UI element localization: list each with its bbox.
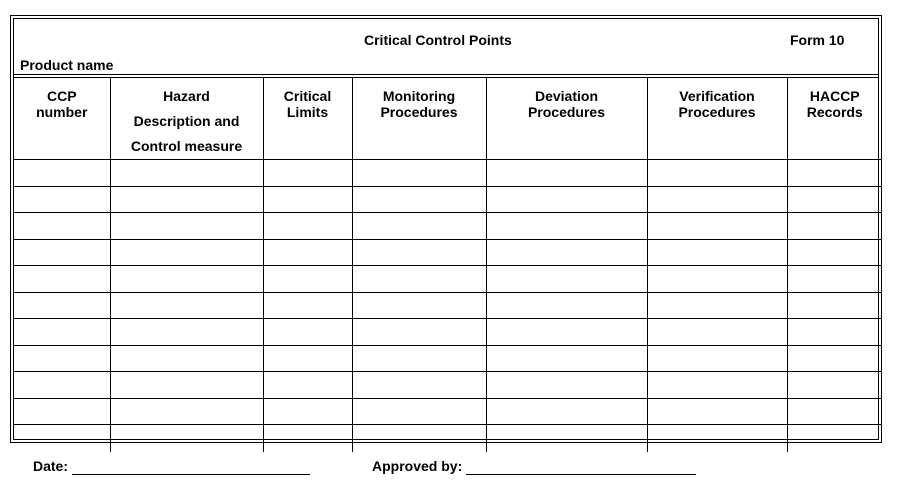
table-body (14, 160, 882, 453)
table-cell[interactable] (787, 160, 882, 187)
table-cell[interactable] (647, 372, 787, 399)
table-cell[interactable] (787, 213, 882, 240)
table-cell[interactable] (352, 425, 486, 453)
table-cell[interactable] (647, 346, 787, 372)
table-cell[interactable] (263, 346, 352, 372)
table-cell[interactable] (263, 266, 352, 293)
table-cell[interactable] (14, 425, 110, 453)
approved-by-input-line[interactable] (466, 458, 696, 475)
table-cell[interactable] (647, 240, 787, 266)
table-cell[interactable] (263, 160, 352, 187)
table-cell[interactable] (352, 266, 486, 293)
table-cell[interactable] (14, 240, 110, 266)
column-header-critical-limits: Critical Limits (263, 78, 352, 160)
form-header (14, 19, 878, 75)
table-cell[interactable] (14, 266, 110, 293)
table-cell[interactable] (110, 160, 263, 187)
table-cell[interactable] (647, 399, 787, 425)
table-cell[interactable] (263, 240, 352, 266)
table-cell[interactable] (486, 213, 647, 240)
table-cell[interactable] (787, 346, 882, 372)
table-cell[interactable] (352, 187, 486, 213)
table-cell[interactable] (110, 399, 263, 425)
table-cell[interactable] (352, 372, 486, 399)
table-cell[interactable] (647, 187, 787, 213)
table-cell[interactable] (263, 187, 352, 213)
table-row (14, 240, 882, 266)
table-cell[interactable] (787, 240, 882, 266)
table-row (14, 346, 882, 372)
approved-by-label: Approved by: (372, 458, 463, 474)
table-cell[interactable] (647, 425, 787, 453)
approved-by-field (372, 458, 696, 475)
table-cell[interactable] (110, 240, 263, 266)
table-cell[interactable] (352, 213, 486, 240)
table-cell[interactable] (110, 425, 263, 453)
table-cell[interactable] (647, 293, 787, 319)
table-row (14, 399, 882, 425)
table-cell[interactable] (486, 160, 647, 187)
table-cell[interactable] (14, 319, 110, 346)
table-cell[interactable] (486, 240, 647, 266)
form-title: Critical Control Points (364, 32, 512, 48)
table-row (14, 293, 882, 319)
table-cell[interactable] (263, 293, 352, 319)
table-cell[interactable] (486, 399, 647, 425)
table-cell[interactable] (263, 213, 352, 240)
table-cell[interactable] (486, 187, 647, 213)
column-header-deviation: Deviation Procedures (486, 78, 647, 160)
table-cell[interactable] (14, 372, 110, 399)
column-header-verification: Verification Procedures (647, 78, 787, 160)
form-number: Form 10 (790, 32, 845, 48)
table-cell[interactable] (110, 213, 263, 240)
table-cell[interactable] (486, 372, 647, 399)
table-cell[interactable] (110, 319, 263, 346)
table-cell[interactable] (787, 372, 882, 399)
table-cell[interactable] (110, 266, 263, 293)
table-cell[interactable] (14, 213, 110, 240)
table-cell[interactable] (647, 213, 787, 240)
table-cell[interactable] (486, 346, 647, 372)
table-cell[interactable] (110, 346, 263, 372)
table-cell[interactable] (647, 319, 787, 346)
table-cell[interactable] (647, 266, 787, 293)
ccp-table-wrapper (14, 77, 878, 439)
table-cell[interactable] (352, 160, 486, 187)
table-cell[interactable] (486, 293, 647, 319)
table-cell[interactable] (263, 372, 352, 399)
table-cell[interactable] (263, 425, 352, 453)
table-cell[interactable] (352, 293, 486, 319)
table-cell[interactable] (110, 187, 263, 213)
table-cell[interactable] (14, 160, 110, 187)
table-cell[interactable] (787, 399, 882, 425)
table-cell[interactable] (486, 425, 647, 453)
column-header-haccp-records: HACCP Records (787, 78, 882, 160)
table-row (14, 425, 882, 453)
table-cell[interactable] (787, 319, 882, 346)
date-input-line[interactable] (72, 458, 310, 475)
haccp-form (10, 15, 882, 443)
table-cell[interactable] (486, 319, 647, 346)
table-cell[interactable] (14, 293, 110, 319)
table-cell[interactable] (787, 187, 882, 213)
column-header-hazard: Hazard Description and Control measure (110, 78, 263, 160)
table-cell[interactable] (14, 346, 110, 372)
ccp-table (14, 78, 882, 452)
table-row (14, 213, 882, 240)
table-cell[interactable] (787, 425, 882, 453)
table-row (14, 319, 882, 346)
table-cell[interactable] (787, 293, 882, 319)
table-cell[interactable] (486, 266, 647, 293)
table-row (14, 372, 882, 399)
product-name-label: Product name (20, 57, 114, 73)
form-border (13, 18, 879, 440)
table-cell[interactable] (14, 187, 110, 213)
table-cell[interactable] (352, 346, 486, 372)
column-header-monitoring: Monitoring Procedures (352, 78, 486, 160)
table-cell[interactable] (352, 319, 486, 346)
column-header-ccp-number: CCP number (14, 78, 110, 160)
table-cell[interactable] (352, 240, 486, 266)
table-cell[interactable] (352, 399, 486, 425)
table-cell[interactable] (647, 160, 787, 187)
table-cell[interactable] (110, 293, 263, 319)
table-header-row (14, 78, 882, 160)
table-row (14, 187, 882, 213)
table-cell[interactable] (263, 319, 352, 346)
table-cell[interactable] (110, 372, 263, 399)
table-cell[interactable] (787, 266, 882, 293)
table-row (14, 266, 882, 293)
date-field (33, 458, 310, 475)
table-cell[interactable] (14, 399, 110, 425)
table-row (14, 160, 882, 187)
table-cell[interactable] (263, 399, 352, 425)
date-label: Date: (33, 458, 69, 474)
